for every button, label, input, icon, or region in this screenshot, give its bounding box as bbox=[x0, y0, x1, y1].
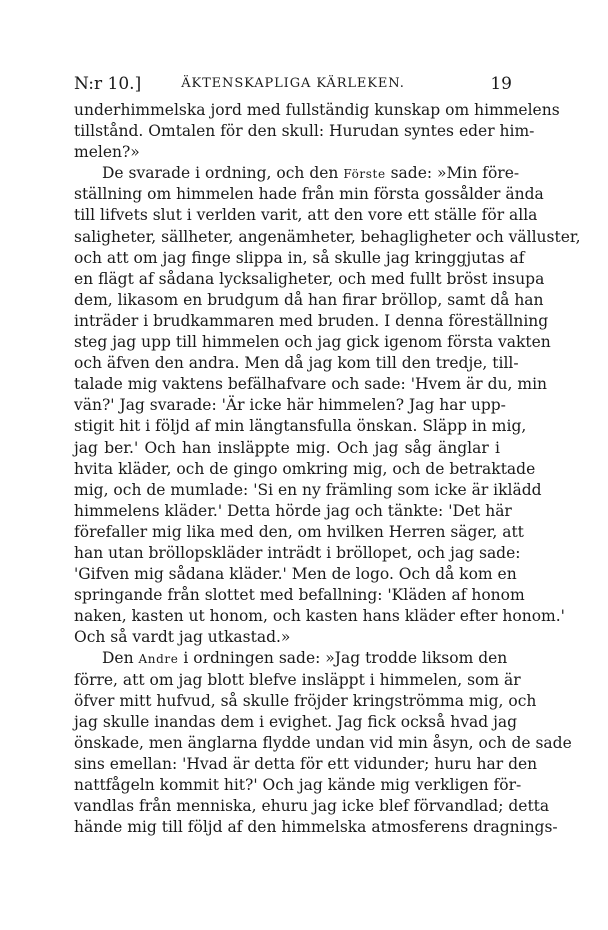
text-line: talade mig vaktens befälhafvare och sade: 'Hvem är du, min bbox=[74, 375, 548, 394]
speaker-name: Förste bbox=[343, 167, 386, 182]
body-text bbox=[74, 100, 581, 838]
text-line: och äfven den andra. Men då jag kom till den tredje, till- bbox=[74, 354, 519, 373]
text-line: hvita kläder, och de gingo omkring mig, och de betraktade bbox=[74, 459, 536, 478]
running-header bbox=[74, 74, 512, 96]
text-line: jag skulle inandas dem i evighet. Jag fick också hvad jag bbox=[74, 712, 518, 731]
text-line bbox=[74, 648, 508, 669]
text-line: 'Gifven mig sådana kläder.' Men de logo. Och då kom en bbox=[74, 565, 517, 584]
text-line: springande från slottet med befallning: 'Kläden af honom bbox=[74, 586, 525, 605]
text-line: inträder i brudkammaren med bruden. I denna föreställning bbox=[74, 311, 549, 330]
text-line: mig, och de mumlade: 'Si en ny främling som icke är iklädd bbox=[74, 480, 542, 499]
text-line: vän?' Jag svarade: 'Är icke här himmelen? Jag har upp- bbox=[74, 396, 506, 415]
text-line: han utan bröllopskläder inträdt i bröllopet, och jag sade: bbox=[74, 543, 521, 562]
text-line: ställning om himmelen hade från min första gossålder ända bbox=[74, 185, 544, 204]
running-title: ÄKTENSKAPLIGA KÄRLEKEN. bbox=[181, 76, 405, 91]
text-line: jag ber.' Och han insläppte mig. Och jag såg änglar i bbox=[74, 438, 500, 457]
text-line: förefaller mig lika med den, om hvilken Herren säger, att bbox=[74, 522, 524, 541]
text-line: hände mig till följd af den himmelska atmosferens dragnings- bbox=[74, 818, 558, 837]
text-line: en flägt af sådana lycksaligheter, och med fullt bröst insupa bbox=[74, 269, 545, 288]
text-line: förre, att om jag blott blefve insläppt i himmelen, som är bbox=[74, 670, 521, 689]
text-line: Och så vardt jag utkastad.» bbox=[74, 628, 291, 647]
page-number: 19 bbox=[490, 74, 512, 94]
text-line: nattfågeln kommit hit?' Och jag kände mig verkligen för- bbox=[74, 776, 522, 794]
text-line: steg jag upp till himmelen och jag gick igenom första vakten bbox=[74, 333, 551, 352]
text-line: dem, likasom en brudgum då han firar bröllop, samt då han bbox=[74, 290, 544, 309]
text-line: vandlas från menniska, ehuru jag icke blef förvandlad; detta bbox=[74, 797, 550, 816]
text-line: underhimmelska jord med fullständig kunskap om himmelens bbox=[74, 101, 560, 119]
text-segment: sade: »Min före- bbox=[385, 164, 520, 183]
text-line: saligheter, sällheter, angenämheter, behagligheter och välluster, bbox=[74, 227, 581, 246]
text-segment: Den bbox=[102, 649, 139, 668]
text-line: till lifvets slut i verlden varit, att den vore ett ställe för alla bbox=[74, 206, 538, 225]
text-line: sins emellan: 'Hvad är detta för ett vidunder; huru har den bbox=[74, 754, 538, 773]
speaker-name: Andre bbox=[138, 652, 179, 667]
text-line: öfver mitt hufvud, så skulle fröjder kringströmma mig, och bbox=[74, 691, 537, 710]
text-line bbox=[74, 163, 520, 184]
text-segment: De svarade i ordning, och den bbox=[102, 164, 344, 183]
text-line: tillstånd. Omtalen för den skull: Hurudan syntes eder him- bbox=[74, 122, 535, 141]
issue-number: N:r 10.] bbox=[74, 74, 142, 94]
text-line: melen?» bbox=[74, 143, 140, 162]
text-line: himmelens kläder.' Detta hörde jag och tänkte: 'Det här bbox=[74, 501, 512, 520]
text-segment: i ordningen sade: »Jag trodde liksom den bbox=[178, 649, 508, 668]
text-line: och att om jag finge slippa in, så skulle jag kringgjutas af bbox=[74, 248, 525, 267]
text-line: naken, kasten ut honom, och kasten hans kläder efter honom.' bbox=[74, 607, 565, 626]
text-line: önskade, men änglarna flydde undan vid min åsyn, och de sade bbox=[74, 733, 572, 752]
text-line: stigit hit i följd af min längtansfulla önskan. Släpp in mig, bbox=[74, 417, 527, 436]
